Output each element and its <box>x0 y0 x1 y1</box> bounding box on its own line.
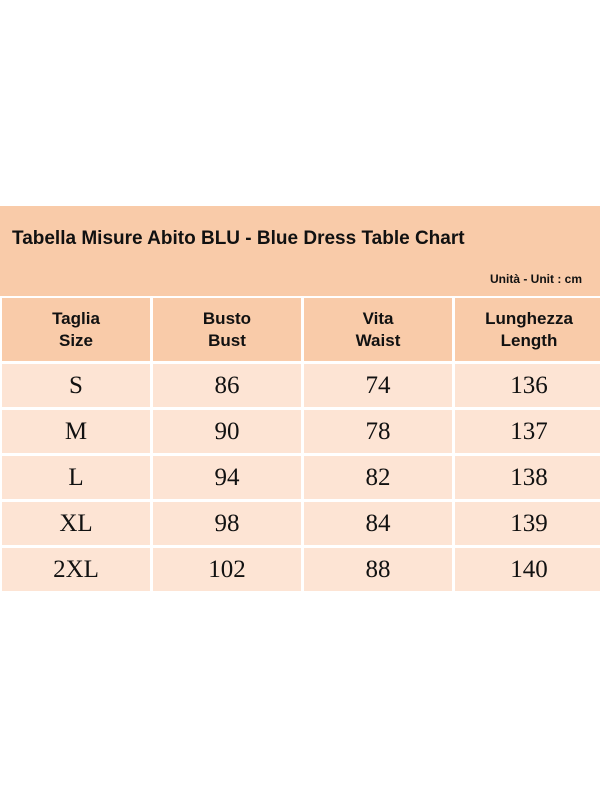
column-header-bust <box>153 298 301 361</box>
chart-title: Tabella Misure Abito BLU - Blue Dress Table Chart <box>12 228 465 249</box>
table-cell-length: 138 <box>455 456 600 499</box>
table-cell-waist: 74 <box>304 364 452 407</box>
table-cell-size: S <box>2 364 150 407</box>
table-cell-length: 136 <box>455 364 600 407</box>
column-header-label-it: Vita <box>362 308 394 328</box>
table-cell-size: 2XL <box>2 548 150 591</box>
table-cell-length: 139 <box>455 502 600 545</box>
table-cell-bust: 94 <box>153 456 301 499</box>
table-cell-waist: 78 <box>304 410 452 453</box>
column-header-length <box>455 298 600 361</box>
table-cell-waist: 88 <box>304 548 452 591</box>
column-header-size <box>2 298 150 361</box>
table-cell-size: XL <box>2 502 150 545</box>
unit-note: Unità - Unit : cm <box>490 272 582 286</box>
column-header-label-it: Taglia <box>52 308 100 328</box>
table-cell-bust: 86 <box>153 364 301 407</box>
column-header-label-it: Busto <box>202 308 252 328</box>
table-cell-size: M <box>2 410 150 453</box>
table-cell-waist: 84 <box>304 502 452 545</box>
table-cell-bust: 98 <box>153 502 301 545</box>
column-header-waist <box>304 298 452 361</box>
column-header-label-en: Length <box>500 330 558 350</box>
table-cell-bust: 90 <box>153 410 301 453</box>
column-header-label-en: Waist <box>355 330 401 350</box>
size-chart <box>0 206 600 592</box>
column-header-label-en: Size <box>58 330 94 350</box>
column-header-label-en: Bust <box>208 330 246 350</box>
table-cell-length: 137 <box>455 410 600 453</box>
size-table <box>2 298 598 591</box>
table-cell-waist: 82 <box>304 456 452 499</box>
column-header-label-it: Lunghezza <box>485 308 573 328</box>
table-cell-size: L <box>2 456 150 499</box>
title-band <box>0 206 600 296</box>
table-cell-bust: 102 <box>153 548 301 591</box>
table-cell-length: 140 <box>455 548 600 591</box>
